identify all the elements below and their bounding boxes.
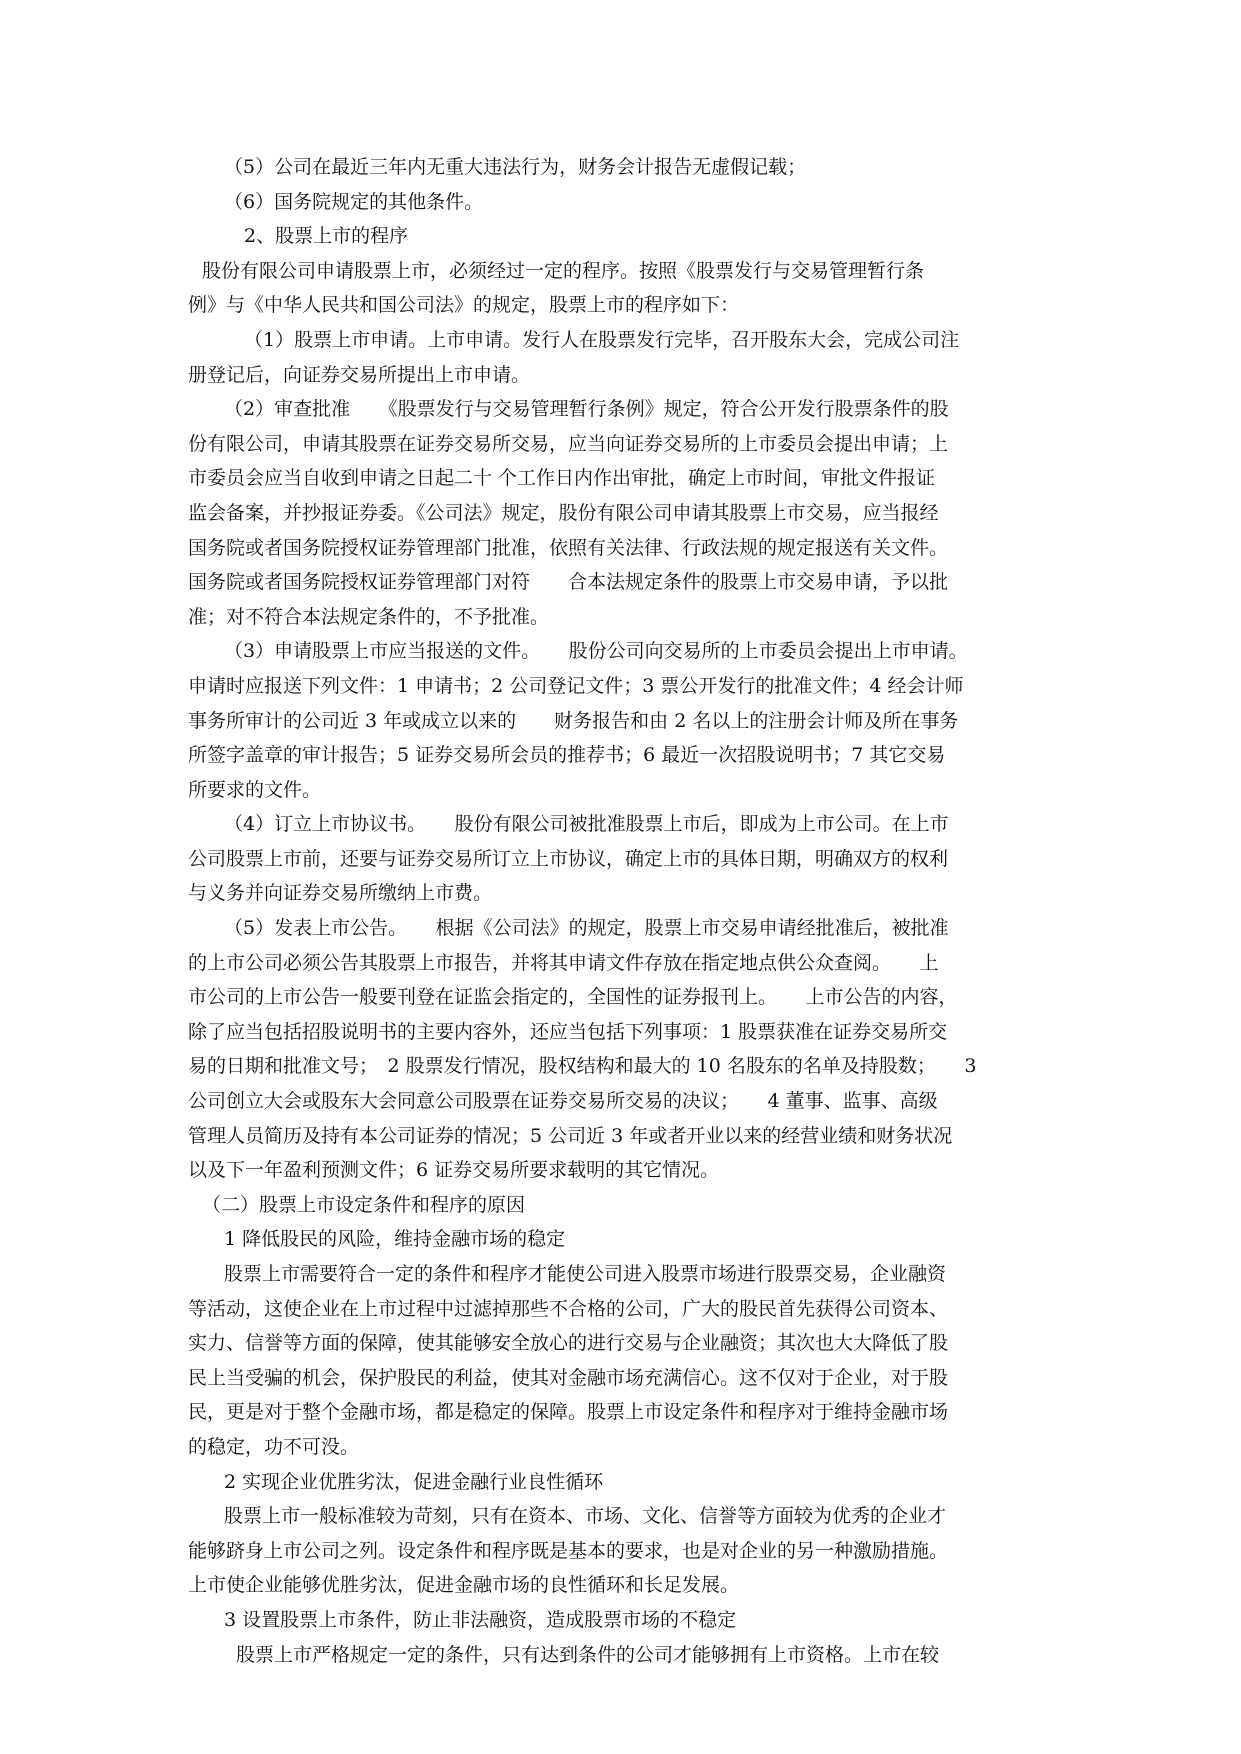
text-line: 股票上市严格规定一定的条件，只有达到条件的公司才能够拥有上市资格。上市在较 <box>236 1643 940 1666</box>
section-heading: 2、股票上市的程序 <box>244 225 409 248</box>
text-line: （5）发表上市公告。 根据《公司法》的规定，股票上市交易申请经批准后，被批准 <box>224 917 949 940</box>
body-text <box>188 150 1048 1672</box>
text-line: 国务院或者国务院授权证券管理部门对符 合本法规定条件的股票上市交易申请，予以批 <box>188 571 949 594</box>
text-line: 以及下一年盈利预测文件；6 证券交易所要求载明的其它情况。 <box>188 1159 720 1182</box>
text-line: 申请时应报送下列文件：1 申请书；2 公司登记文件；3 票公开发行的批准文件；4 经会计师 <box>188 674 964 697</box>
text-line: 份有限公司，申请其股票在证券交易所交易，应当向证券交易所的上市委员会提出申请；上 <box>188 432 949 455</box>
text-line: 能够跻身上市公司之列。设定条件和程序既是基本的要求，也是对企业的另一种激励措施。 <box>188 1539 949 1562</box>
subsection-heading: 3 设置股票上市条件，防止非法融资，造成股票市场的不稳定 <box>224 1608 737 1631</box>
text-line: （5）公司在最近三年内无重大违法行为，财务会计报告无虚假记载； <box>224 156 807 178</box>
text-line: 事务所审计的公司近 3 年或成立以来的 财务报告和由 2 名以上的注册会计师及所在事务 <box>188 709 959 732</box>
text-line: 等活动，这使企业在上市过程中过滤掉那些不合格的公司，广大的股民首先获得公司资本、 <box>188 1297 949 1320</box>
text-line: 市公司的上市公告一般要刊登在证监会指定的，全国性的证券报刊上。 上市公告的内容， <box>188 986 958 1009</box>
text-line: （3）申请股票上市应当报送的文件。 股份公司向交易所的上市委员会提出上市申请。 <box>224 640 968 663</box>
text-line: 民上当受骗的机会，保护股民的利益，使其对金融市场充满信心。这不仅对于企业，对于股 <box>188 1366 949 1389</box>
text-line: 市委员会应当自收到申请之日起二十 个工作日内作出审批，确定上市时间，审批文件报证 <box>188 467 936 490</box>
text-line: 公司股票上市前，还要与证券交易所订立上市协议，确定上市的具体日期，明确双方的权利 <box>188 847 949 870</box>
text-line: 册登记后，向证券交易所提出上市申请。 <box>188 363 531 386</box>
text-line: 上市使企业能够优胜劣汰，促进金融市场的良性循环和长足发展。 <box>188 1574 740 1597</box>
text-line: 监会备案，并抄报证券委。《公司法》规定，股份有限公司申请其股票上市交易，应当报经 <box>188 501 939 524</box>
text-line: 例》与《中华人民共和国公司法》的规定，股票上市的程序如下： <box>188 294 740 317</box>
text-line: 准；对不符合本法规定条件的，不予批准。 <box>188 605 550 628</box>
text-line: 民，更是对于整个金融市场，都是稳定的保障。股票上市设定条件和程序对于维持金融市场 <box>188 1401 949 1424</box>
subsection-heading: 1 降低股民的风险，维持金融市场的稳定 <box>224 1228 566 1251</box>
text-line: （6）国务院规定的其他条件。 <box>224 190 484 213</box>
text-line: 股票上市一般标准较为苛刻，只有在资本、市场、文化、信誉等方面较为优秀的企业才 <box>224 1505 947 1528</box>
text-line: 股票上市需要符合一定的条件和程序才能使公司进入股票市场进行股票交易，企业融资 <box>224 1263 947 1285</box>
text-line: 的上市公司必须公告其股票上市报告，并将其申请文件存放在指定地点供公众查阅。 上 <box>188 951 939 974</box>
text-line: 所签字盖章的审计报告；5 证券交易所会员的推荐书；6 最近一次招股说明书；7 其它交易 <box>188 744 946 767</box>
text-line: 实力、信誉等方面的保障，使其能够安全放心的进行交易与企业融资；其次也大大降低了股 <box>188 1332 949 1355</box>
text-line: 的稳定，功不可没。 <box>188 1435 360 1458</box>
text-line: 所要求的文件。 <box>188 778 322 801</box>
text-line: 除了应当包括招股说明书的主要内容外，还应当包括下列事项：1 股票获准在证券交易所交 <box>188 1020 948 1043</box>
text-line: 与义务并向证券交易所缴纳上市费。 <box>188 882 493 905</box>
subsection-heading: 2 实现企业优胜劣汰，促进金融行业良性循环 <box>224 1470 604 1493</box>
text-line: （4）订立上市协议书。 股份有限公司被批准股票上市后，即成为上市公司。在上市 <box>224 813 949 836</box>
text-line: 管理人员简历及持有本公司证券的情况；5 公司近 3 年或者开业以来的经营业绩和财务状况 <box>188 1124 953 1147</box>
text-line: 国务院或者国务院授权证券管理部门批准，依照有关法律、行政法规的规定报送有关文件。 <box>188 536 949 559</box>
text-line: （2）审查批准 《股票发行与交易管理暂行条例》规定，符合公开发行股票条件的股 <box>224 398 949 421</box>
text-line: （1）股票上市申请。上市申请。发行人在股票发行完毕，召开股东大会，完成公司注 <box>244 328 960 351</box>
text-line: 公司创立大会或股东大会同意公司股票在证券交易所交易的决议； 4 董事、监事、高级 <box>188 1090 938 1113</box>
section-heading: （二）股票上市设定条件和程序的原因 <box>202 1193 526 1216</box>
text-line: 股份有限公司申请股票上市，必须经过一定的程序。按照《股票发行与交易管理暂行条 <box>202 259 925 282</box>
text-line: 易的日期和批准文号； 2 股票发行情况，股权结构和最大的 10 名股东的名单及持股数； 3 <box>188 1055 977 1078</box>
